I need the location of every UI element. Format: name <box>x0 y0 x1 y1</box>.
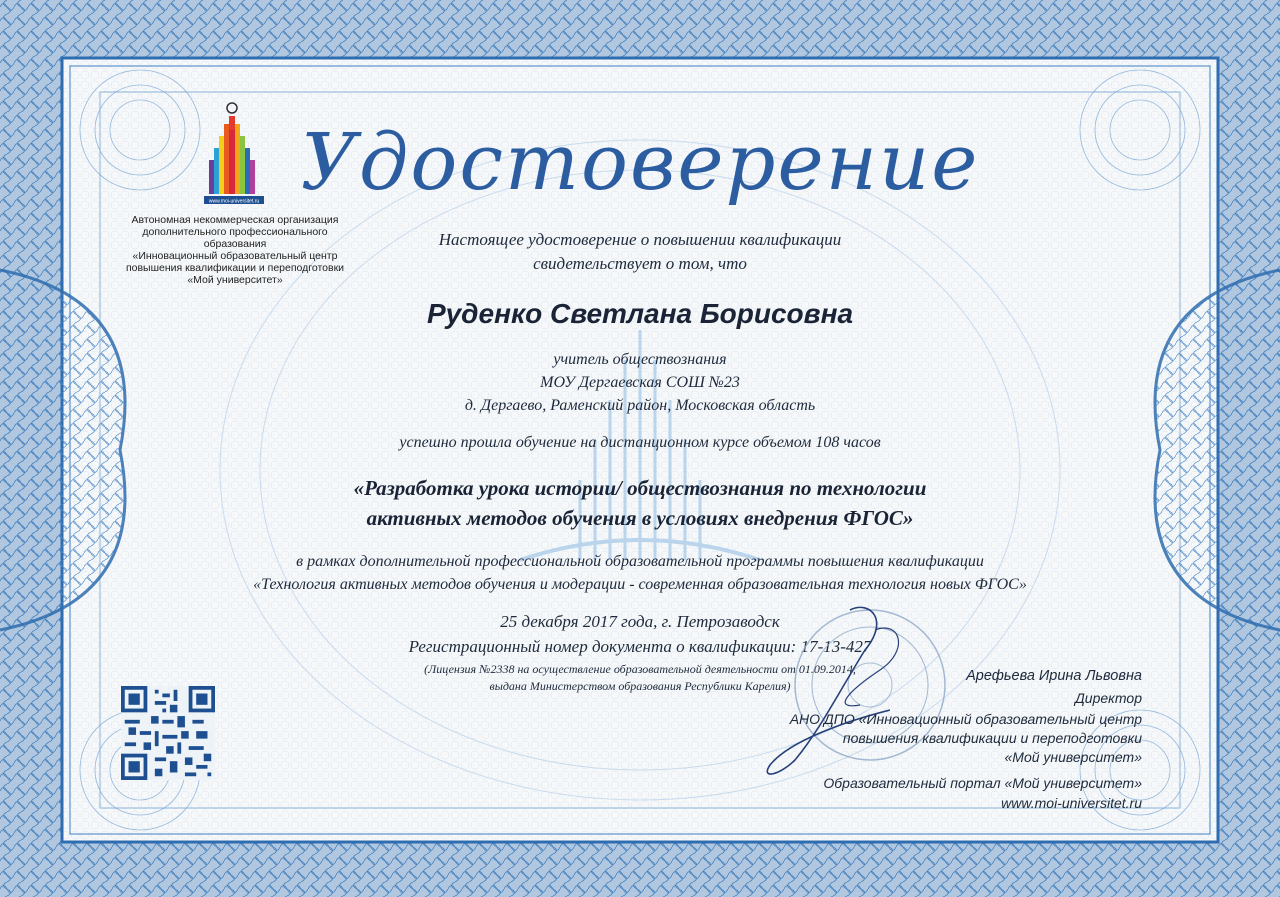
org-line: повышения квалификации и переподготовки <box>125 262 345 274</box>
org-line: «Инновационный образовательный центр <box>132 250 338 262</box>
signature-and-stamp <box>700 590 960 800</box>
registration-number: Регистрационный номер документа о квалификации: 17-13-427 <box>408 637 872 656</box>
org-line: дополнительного профессионального образования <box>142 226 328 250</box>
signatory-title: Директор <box>1074 690 1142 706</box>
qr-code <box>121 686 215 780</box>
org-line: «Мой университет» <box>187 274 283 286</box>
signatory-name: Арефьева Ирина Львовна <box>966 668 1142 684</box>
website-url: www.moi-universitet.ru <box>1001 795 1142 811</box>
completion-statement: успешно прошла обучение на дистанционном курсе объемом 108 часов <box>399 434 881 451</box>
organization-name <box>110 214 360 286</box>
org-line: Автономная некоммерческая организация <box>131 214 339 226</box>
portal-name: Образовательный портал «Мой университет» <box>823 775 1142 791</box>
recipient-location: д. Дергаево, Раменский район, Московская область <box>464 397 816 414</box>
signatory-org-line-1: АНО ДПО «Инновационный образовательный центр <box>789 711 1142 727</box>
intro-line-2: свидетельствует о том, что <box>533 254 747 273</box>
license-line-2: выдана Министерством образования Республики Карелия) <box>489 679 791 693</box>
recipient-school: МОУ Дергаевская СОШ №23 <box>540 374 740 391</box>
course-title-line-2: активных методов обучения в условиях внедрения ФГОС» <box>366 506 914 530</box>
course-title-line-1: «Разработка урока истории/ обществознания по технологии <box>353 476 927 500</box>
signatory-org-line-2: повышения квалификации и переподготовки <box>842 730 1142 746</box>
recipient-name: Руденко Светлана Борисовна <box>426 298 854 329</box>
certificate-title: Удостоверение <box>300 118 980 208</box>
signatory-org-line-3: «Мой университет» <box>1004 749 1142 765</box>
program-name: «Технология активных методов обучения и модерации - современная образовательная технология новых ФГОС» <box>253 576 1027 593</box>
recipient-position: учитель обществознания <box>553 351 727 368</box>
program-intro: в рамках дополнительной профессиональной образовательной программы повышения квалификации <box>296 553 984 570</box>
date-and-place: 25 декабря 2017 года, г. Петрозаводск <box>500 612 780 631</box>
license-line-1: (Лицензия №2338 на осуществление образовательной деятельности от 01.09.2014, <box>424 662 856 676</box>
logo-url-text: www.moi-universitet.ru <box>208 198 260 205</box>
intro-line-1: Настоящее удостоверение о повышении квалификации <box>438 230 842 249</box>
